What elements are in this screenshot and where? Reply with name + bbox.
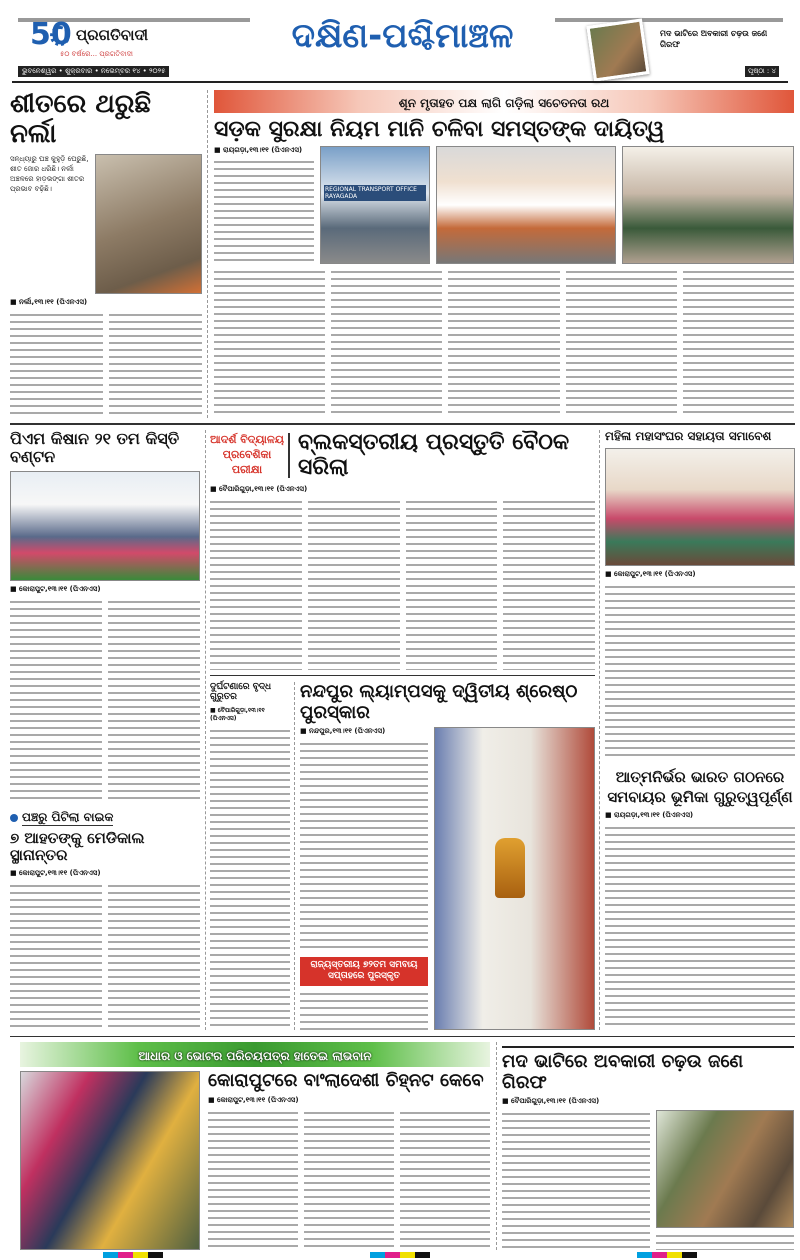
story-cooperative: [605, 768, 795, 1030]
column-divider: [207, 90, 208, 418]
body-text: [10, 311, 103, 418]
body-text: [108, 598, 200, 802]
teaser-photo[interactable]: [586, 18, 649, 81]
story-pm-kisan: [10, 430, 200, 802]
section-divider: [10, 423, 795, 425]
officials-photo[interactable]: [622, 146, 794, 264]
story-liquor: [502, 1046, 794, 1250]
bangladeshi-photo[interactable]: [20, 1071, 200, 1250]
lead-text: ସନ୍ଧ୍ୟାରୁ ଘଞ୍ଚ କୁହୁଡ଼ି ଘେରୁଛି, ଶୀତ ଜୋର ଧରିଛି। ନର୍ଲା ଅଞ୍ଚଳରେ ହାଡ଼ଭଙ୍ଗା ଶୀତର ପ୍ରଭାବ ବଢ଼ିଛି।: [10, 154, 89, 194]
cold-photo[interactable]: [95, 154, 202, 294]
dateline: ■ କୋରାପୁଟ,୧୩।୧୧ (ପିଏନଏସ): [208, 1095, 299, 1104]
headline[interactable]: ନନ୍ଦପୁର ଲ୍ୟାମ୍ପସକୁ ଦ୍ୱିତୀୟ ଶ୍ରେଷ୍ଠ ପୁରସ୍କାର: [300, 681, 578, 723]
teaser-text[interactable]: ମଦ ଭାଟିରେ ଅବକାରୀ ଚଢ଼ଉ ଜଣେ ଗିରଫ: [660, 29, 768, 50]
dateline: ■ କୋରାପୁଟ,୧୩।୧୧ (ପିଏନଏସ): [10, 868, 101, 877]
dateline: ■ ବୈପାରିଗୁଡ଼ା,୧୩।୧୧ (ପିଏନଏସ): [210, 484, 308, 493]
dateline: ■ ରାୟଗଡ଼ା,୧୩।୧୧ (ପିଏନଏସ): [214, 146, 303, 155]
dateline: ■ ବୈପାରିଗୁଡ଼ା,୧୩।୧୧ (ପିଏନଏସ): [502, 1097, 600, 1106]
body-text: [300, 990, 428, 1030]
dateline: ■ କୋରାପୁଟ,୧୩।୧୧ (ପିଏନଏସ): [10, 584, 101, 593]
story-bike: [10, 810, 200, 1030]
section-title: ଦକ୍ଷିଣ-ପଶ୍ଚିମାଞ୍ଚଳ: [291, 16, 514, 56]
body-text: [605, 824, 795, 1030]
masthead-rule: [12, 81, 788, 83]
body-text: [208, 1109, 298, 1250]
kicker: ଆଧାର ଓ ଭୋଟର ପରିଚୟପତ୍ର ହାତେଇ ଲାଭବାନ: [138, 1049, 372, 1063]
tagline: ୫୦ ବର୍ଷରେ... ପ୍ରଗତିବାଦୀ: [60, 50, 133, 58]
body-text: [210, 727, 290, 1030]
pm-kisan-photo[interactable]: [10, 471, 200, 581]
body-text: [109, 311, 202, 418]
headline[interactable]: ଦୁର୍ଘଟଣାରେ ବୃଦ୍ଧ ଗୁରୁତର: [210, 682, 272, 703]
dateline: ■ ବୈପାରିଗୁଡ଼ା,୧୩।୧୧ (ପିଏନଏସ): [210, 706, 265, 722]
story-cold: [10, 90, 202, 418]
dateline-bar: ଭୁବନେଶ୍ୱର • ଶୁକ୍ରବାର • ନଭେମ୍ବର ୧୪ • ୨୦୨୫: [18, 66, 169, 77]
column-divider: [205, 430, 206, 1030]
body-text: [108, 882, 200, 1031]
kicker: ଆଦର୍ଶ ବିଦ୍ୟାଳୟ ପ୍ରବେଶିକା ପରୀକ୍ଷା: [210, 433, 290, 478]
story-mahila: [605, 430, 795, 760]
rto-sign: REGIONAL TRANSPORT OFFICE RAYAGADA: [324, 185, 426, 201]
body-text: [214, 158, 314, 264]
body-text: [683, 268, 794, 418]
mahila-photo[interactable]: [605, 448, 795, 566]
story-bangladeshi: [20, 1042, 490, 1250]
headline[interactable]: କୋରାପୁଟରେ ବାଂଲାଦେଶୀ ଚିହ୍ନଟ କେବେ: [208, 1070, 484, 1091]
headline[interactable]: ବ୍ଲକସ୍ତରୀୟ ପ୍ରସ୍ତୁତି ବୈଠକ ସରିଲା: [298, 430, 570, 481]
column-divider: [599, 430, 600, 1030]
chariot-photo[interactable]: [436, 146, 616, 264]
body-text: [214, 268, 325, 418]
body-text: [400, 1109, 490, 1250]
story-road-safety: [214, 90, 794, 418]
bullet-icon: [10, 814, 18, 822]
headline[interactable]: ପିଏମ କିଷାନ ୨୧ ତମ କିସ୍ତି ବଣ୍ଟନ: [10, 429, 180, 467]
body-text: [10, 882, 102, 1031]
page-label: ପୃଷ୍ଠା : ୪: [745, 66, 779, 77]
masthead: [0, 0, 800, 84]
body-text: [406, 498, 498, 670]
body-text: [566, 268, 677, 418]
story-accident-old: [210, 682, 290, 1030]
body-text: [448, 268, 559, 418]
kicker-bar: [214, 90, 794, 113]
body-text: [300, 740, 428, 952]
masthead-rule: [555, 18, 783, 22]
top-rule: [502, 1046, 794, 1048]
headline[interactable]: ୭ ଆହତଙ୍କୁ ମେଡିକାଲ ସ୍ଥାନାନ୍ତର: [10, 829, 145, 865]
column-divider: [496, 1042, 497, 1250]
rto-photo[interactable]: [320, 146, 430, 264]
headline[interactable]: ଆତ୍ମନିର୍ଭର ଭାରତ ଗଠନରେ ସମବାୟର ଭୂମିକା ଗୁରୁତ୍ୱପୂର୍ଣ୍ଣ: [607, 768, 793, 806]
paper-name: ପ୍ରଗତିବାଦୀ: [76, 26, 149, 44]
dateline: ■ ନର୍ଲା,୧୩।୧୧ (ପିଏନଏସ): [10, 297, 88, 306]
headline[interactable]: ସଡ଼କ ସୁରକ୍ଷା ନିୟମ ମାନି ଚଳିବା ସମସ୍ତଙ୍କ ଦାୟିତ୍ୱ: [214, 117, 665, 142]
headline[interactable]: ଶୀତରେ ଥରୁଛି ନର୍ଲା: [10, 89, 151, 149]
dateline: ■ ରାୟଗଡ଼ା,୧୩।୧୧ (ପିଏନଏସ): [605, 811, 694, 819]
trophy-icon: [495, 838, 525, 898]
logo-number: 50: [30, 17, 72, 52]
body-text: [503, 498, 595, 670]
section-divider: [10, 1036, 795, 1037]
body-text: [605, 583, 795, 760]
headline[interactable]: ମହିଳା ମହାସଂଘର ସହାୟତା ସମାବେଶ: [605, 429, 772, 443]
dateline: ■ କୋରାପୁଟ,୧୩।୧୧ (ପିଏନଏସ): [605, 569, 696, 578]
award-box: ରାଜ୍ୟସ୍ତରୀୟ ୭୨ତମ ସମବାୟ ସପ୍ତାହରେ ପୁରସ୍କୃତ: [300, 957, 428, 986]
award-photo[interactable]: [434, 727, 595, 1030]
body-text: [210, 498, 302, 670]
headline[interactable]: ମଦ ଭାଟିରେ ଅବକାରୀ ଚଢ଼ଉ ଜଣେ ଗିରଫ: [502, 1051, 744, 1093]
kicker: ପଞ୍ଚରୁ ପିଟିଲା ବାଇକ: [22, 810, 114, 824]
body-text: [304, 1109, 394, 1250]
registration-marks: [0, 1252, 800, 1260]
body-text: [502, 1110, 650, 1250]
body-text: [10, 598, 102, 802]
body-text: [656, 1232, 794, 1250]
story-block-meeting: [210, 430, 595, 670]
body-text: [308, 498, 400, 670]
logo-emblem-icon: [50, 26, 70, 46]
kicker: ଶୂନ ମୃତାହତ ପକ୍ଷ ଲାଗି ଗଡ଼ିଲା ସଚେତନତା ରଥ: [398, 96, 610, 110]
dateline: ■ ନନ୍ଦପୁର,୧୩।୧୧ (ପିଏନଏସ): [300, 727, 386, 736]
column-divider: [294, 682, 295, 1030]
liquor-raid-photo[interactable]: [656, 1110, 794, 1228]
kicker-bar: [20, 1042, 490, 1067]
story-nandapur: [300, 682, 595, 1030]
story-divider: [210, 675, 595, 676]
body-text: [331, 268, 442, 418]
